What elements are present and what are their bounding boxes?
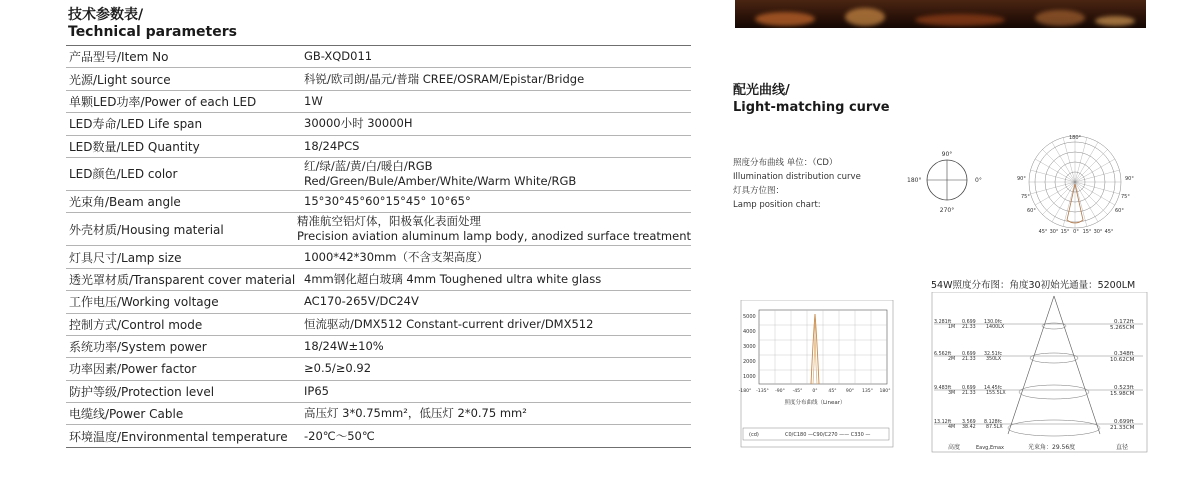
beam-row-height-m: 1M (948, 325, 956, 330)
beam-row-e1: 0.699 (962, 386, 976, 391)
beam-row-height: 6.562ft (934, 352, 952, 357)
parameter-label: 外壳材质/Housing material (69, 222, 224, 237)
curve-caption-2: Illumination distribution curve (733, 172, 861, 182)
parameter-value (304, 317, 691, 332)
linear-x-tick: 0° (812, 389, 818, 394)
linear-y-tick: 3000 (743, 344, 756, 350)
beam-row-height-m: 2M (948, 357, 956, 362)
parameter-value-line1: 15°30°45°60°15°45° 10°65° (304, 194, 471, 209)
parameter-value-line1: GB-XQD011 (304, 49, 373, 64)
polar-spoke (1075, 182, 1108, 215)
beam-row-e1b: 21.33 (962, 357, 976, 362)
parameter-row (66, 314, 691, 336)
beam-row-e1: 3.569 (962, 420, 976, 425)
polar-spoke (1042, 182, 1075, 215)
polar-spoke (1075, 142, 1098, 182)
parameter-row (66, 46, 691, 68)
beam-chart-title: 54W照度分布图：角度30初始光通量：5200LM (931, 280, 1136, 291)
parameter-value (304, 429, 691, 444)
linear-y-ticks (743, 314, 756, 380)
curve-caption-1: 照度分布曲线 单位：（CD） (733, 158, 838, 168)
polar-spoke (1075, 182, 1087, 226)
parameter-label: LED寿命/LED Life span (69, 117, 203, 132)
parameter-label: 灯具尺寸/Lamp size (69, 250, 182, 265)
polar-label-top: 180° (1068, 135, 1082, 141)
beam-row-diam-ft: 0.699ft (1114, 419, 1134, 425)
parameter-value-line1: 恒流驱动/DMX512 Constant-current driver/DMX512 (304, 316, 594, 331)
parameter-value (297, 214, 691, 244)
beam-row-height: 3.281ft (934, 320, 952, 325)
parameter-value-line1: 高压灯 3*0.75mm²，低压灯 2*0.75 mm² (304, 406, 527, 421)
parameter-value-line2: Precision aviation aluminum lamp body, anodized surface treatment (296, 229, 691, 244)
parameter-row (66, 246, 691, 268)
parameter-value-line1: 1000*42*30mm（不含支架高度） (304, 249, 489, 264)
beam-row-lux: 1400LX (986, 325, 1005, 330)
parameter-label: LED数量/LED Quantity (69, 139, 200, 154)
parameter-label: 控制方式/Control mode (69, 317, 203, 332)
beam-footer-diameter: 直径 (1116, 444, 1129, 451)
polar-bottom-label: 30° (1093, 229, 1103, 235)
polar-spoke (1063, 182, 1075, 226)
parameter-value-line1: ≥0.5/≥0.92 (304, 361, 372, 376)
parameter-label: 系统功率/System power (69, 340, 207, 355)
polar-spoke (1075, 182, 1098, 222)
technical-title (68, 7, 237, 41)
technical-title-en: Technical parameters (68, 24, 237, 40)
beam-row-e1: 0.699 (962, 320, 976, 325)
beam-row-diam-ft: 0.348ft (1114, 351, 1134, 357)
position-label-left: 180° (907, 177, 922, 184)
position-label-right: 0° (975, 177, 982, 184)
light-curve-title-cn: 配光曲线/ (733, 83, 790, 98)
beam-row-lux-ft: 32.51fc (984, 352, 1003, 357)
polar-spoke (1075, 182, 1119, 194)
technical-title-cn: 技术参数表/ (68, 7, 144, 23)
polar-bottom-label: 15° (1060, 229, 1070, 235)
beam-footer-eavg: Eavg,Emax (976, 445, 1004, 451)
beam-row-diam-ft: 0.523ft (1114, 385, 1134, 391)
polar-label-right-90: 90° (1125, 176, 1134, 182)
beam-distribution-chart (930, 292, 1150, 454)
parameter-value (304, 72, 691, 87)
parameter-label: 功率因素/Power factor (69, 362, 197, 377)
parameter-value (304, 159, 691, 189)
parameter-value-line1: 18/24W±10% (304, 339, 384, 354)
polar-spoke (1031, 170, 1075, 182)
parameter-value (304, 361, 691, 376)
light-curve-title (733, 82, 890, 116)
beam-row-e1: 0.699 (962, 352, 976, 357)
parameter-value (304, 294, 691, 309)
polar-label-left-90: 90° (1017, 176, 1026, 182)
parameter-label: 产品型号/Item No (69, 50, 169, 65)
beam-row-e1b: 38.42 (962, 425, 976, 430)
parameter-value-line1: 科锐/欧司朗/晶元/普瑞 CREE/OSRAM/Epistar/Bridge (304, 71, 585, 86)
polar-bottom-label: 0° (1073, 229, 1079, 235)
polar-bottom-label: 45° (1104, 229, 1114, 235)
polar-grid (1029, 136, 1121, 228)
parameter-row (66, 113, 691, 135)
parameter-value (304, 194, 691, 209)
parameter-label: 电缆线/Power Cable (69, 407, 184, 422)
parameter-value (304, 406, 691, 421)
beam-row-lux: 155.5LX (986, 391, 1006, 396)
polar-bottom-label: 45° (1038, 229, 1048, 235)
polar-label-right-75: 75° (1121, 194, 1130, 200)
polar-spoke (1075, 149, 1108, 182)
polar-label-right-60: 60° (1115, 208, 1124, 214)
beam-footer-angle: 光束角：29.56度 (1028, 444, 1076, 451)
parameter-value-line1: -20℃～50℃ (304, 428, 375, 443)
beam-row-lux-ft: 8.128fc (984, 420, 1003, 425)
beam-ring-3 (1019, 385, 1089, 399)
parameter-label: 透光罩材质/Transparent cover material (69, 272, 296, 287)
linear-x-ticks (739, 388, 891, 394)
linear-x-tick: 90° (845, 389, 855, 394)
parameter-value-line1: 1W (304, 93, 323, 108)
parameter-label: 防护等级/Protection level (69, 384, 215, 399)
polar-distribution-chart (1005, 130, 1145, 236)
parameter-value (304, 272, 691, 287)
parameter-value (304, 384, 691, 399)
polar-spoke (1052, 142, 1075, 182)
linear-x-tick: -45° (792, 389, 803, 394)
beam-row-lux: 87.5LX (986, 425, 1003, 430)
curve-caption-4: Lamp position chart: (733, 200, 821, 210)
parameter-row (66, 136, 691, 158)
parameter-row (66, 381, 691, 403)
parameter-label: 单颗LED功率/Power of each LED (69, 94, 257, 109)
parameter-value (304, 94, 691, 109)
beam-cone (1008, 296, 1100, 434)
parameter-value-line1: 18/24PCS (304, 138, 360, 153)
beam-row-diam-cm: 21.33CM (1110, 425, 1135, 431)
parameter-value-line1: IP65 (304, 383, 329, 398)
parameter-value-line1: AC170-265V/DC24V (304, 294, 419, 309)
parameter-value-line1: 30000小时 30000H (304, 116, 413, 131)
polar-bottom-labels (1039, 229, 1114, 235)
beam-row-diam-cm: 10.62CM (1110, 357, 1135, 363)
beam-row-e1b: 21.33 (962, 391, 976, 396)
light-curve-title-en: Light-matching curve (733, 100, 890, 115)
parameters-table (66, 45, 691, 448)
beam-row-height: 9.483ft (934, 386, 952, 391)
linear-frame (738, 300, 893, 447)
beam-row-diam-ft: 0.172ft (1114, 319, 1134, 325)
parameter-value-line2: Red/Green/Bule/Amber/White/Warm White/RGB (304, 173, 577, 188)
beam-ring-4 (1008, 420, 1100, 436)
curve-caption-3: 灯具方位图： (733, 186, 785, 196)
linear-distribution-chart (733, 300, 903, 448)
polar-spoke (1031, 182, 1075, 194)
linear-x-tick: -90° (775, 389, 785, 394)
polar-label-left-75: 75° (1021, 194, 1030, 200)
position-label-bottom: 270° (939, 207, 955, 214)
linear-grid (759, 310, 887, 384)
beam-row-diam-cm: 5.265CM (1110, 325, 1135, 331)
parameter-label: 环境温度/Environmental temperature (69, 429, 288, 444)
linear-x-tick: -135° (756, 389, 769, 394)
polar-spoke (1075, 159, 1115, 182)
linear-legend-series: C0/C180 —C90/C270 —— C330 — (785, 432, 871, 438)
polar-label-left-60: 60° (1027, 208, 1036, 214)
beam-row-lux: 350LX (986, 357, 1002, 362)
beam-row-diam-cm: 15.98CM (1110, 391, 1135, 397)
parameter-row (66, 269, 691, 291)
parameter-label: 工作电压/Working voltage (69, 295, 219, 310)
beam-rows (934, 319, 1143, 431)
linear-y-tick: 5000 (743, 314, 756, 320)
beam-footer-height: 高度 (948, 444, 961, 451)
parameter-value (304, 139, 691, 154)
parameter-row (66, 68, 691, 90)
beam-row-lux-ft: 130.0fc (984, 320, 1003, 325)
parameter-row (66, 425, 691, 447)
parameter-value-line1: 红/绿/蓝/黄/白/暖白/RGB (304, 158, 433, 173)
parameter-row (66, 213, 691, 246)
linear-y-tick: 1000 (743, 374, 756, 380)
beam-row-e1b: 21.33 (962, 325, 976, 330)
parameter-row (66, 291, 691, 313)
parameter-row (66, 336, 691, 358)
polar-spoke (1063, 138, 1075, 182)
polar-spoke (1075, 182, 1115, 205)
parameter-label: LED颜色/LED color (69, 167, 178, 182)
beam-row-height-m: 3M (948, 391, 956, 396)
beam-row-height-m: 4M (948, 425, 956, 430)
polar-spoke (1035, 159, 1075, 182)
polar-bottom-label: 30° (1049, 229, 1059, 235)
polar-spoke (1035, 182, 1075, 205)
parameter-value-line1: 精准航空铝灯体，阳极氧化表面处理 (296, 214, 481, 229)
linear-y-tick: 2000 (743, 359, 756, 365)
parameter-label: 光源/Light source (69, 72, 171, 87)
beam-row-lux-ft: 14.45fc (984, 386, 1003, 391)
polar-spoke (1052, 182, 1075, 222)
linear-y-tick: 4000 (743, 329, 756, 335)
parameter-value (304, 49, 691, 64)
polar-spoke (1042, 149, 1075, 182)
linear-x-tick: 45° (828, 389, 837, 394)
polar-bottom-label: 15° (1082, 229, 1092, 235)
parameter-label: 光束角/Beam angle (69, 195, 181, 210)
polar-spoke (1075, 138, 1087, 182)
parameter-value-line1: 4mm钢化超白玻璃 4mm Toughened ultra white glass (304, 271, 602, 286)
parameter-value (304, 116, 691, 131)
parameter-row (66, 358, 691, 380)
linear-x-tick: 135° (861, 389, 874, 394)
parameter-value (304, 250, 691, 265)
position-label-top: 90° (941, 151, 953, 158)
parameter-row (66, 191, 691, 213)
linear-x-tick: -180° (738, 389, 752, 394)
parameter-row (66, 403, 691, 425)
lamp-position-chart (905, 148, 989, 218)
parameter-row (66, 91, 691, 113)
product-photo-banner (735, 0, 1146, 28)
beam-row-height: 13.12ft (934, 420, 952, 425)
linear-caption: 照度分布曲线（Linear） (784, 400, 846, 406)
parameter-row (66, 158, 691, 191)
parameter-value (304, 339, 691, 354)
beam-ring-2 (1030, 353, 1078, 363)
polar-spoke (1075, 170, 1119, 182)
linear-legend-unit: (cd) (749, 432, 759, 438)
linear-x-tick: 180° (879, 389, 891, 394)
